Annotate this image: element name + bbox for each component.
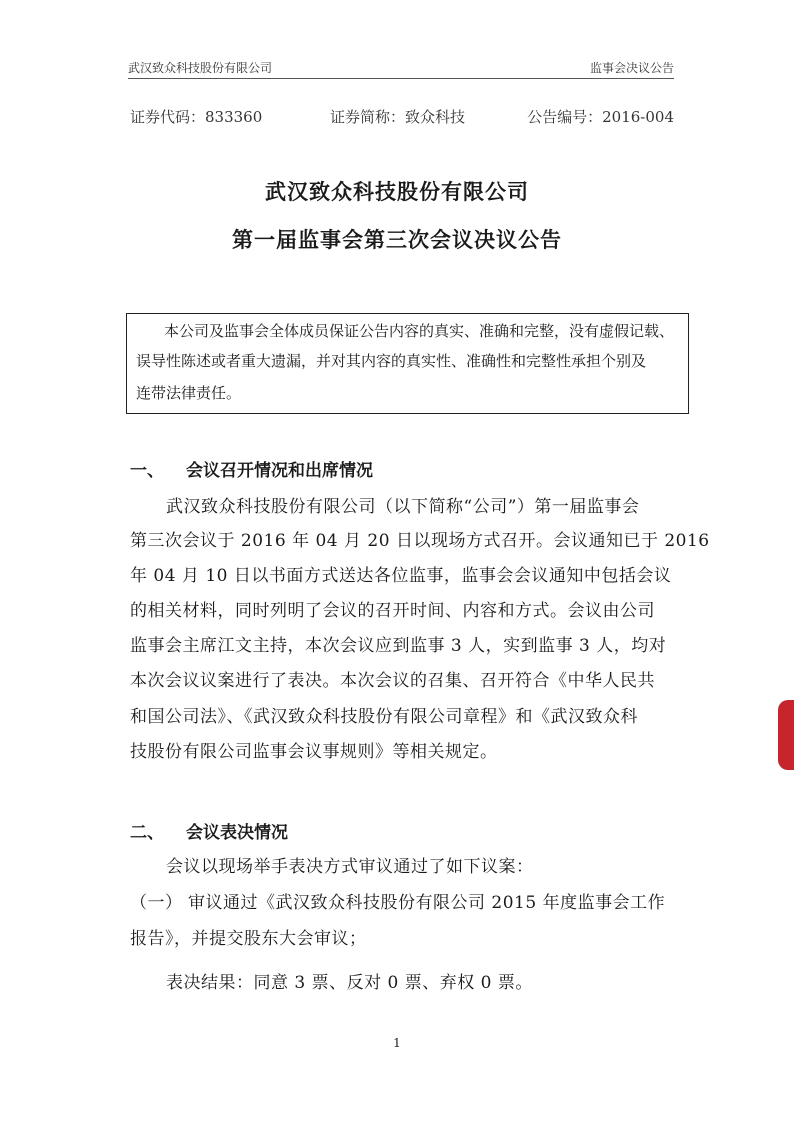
- section1-line: 监事会主席江文主持，本次会议应到监事 3 人，实到监事 3 人，均对: [130, 636, 667, 656]
- item1-line: 报告》，并提交股东大会审议；: [130, 929, 367, 949]
- vote-result: 表决结果：同意 3 票、反对 0 票、弃权 0 票。: [166, 973, 533, 993]
- title-announcement: 第一届监事会第三次会议决议公告: [232, 227, 562, 252]
- title-company: 武汉致众科技股份有限公司: [265, 179, 529, 204]
- section2-intro: 会议以现场举手表决方式审议通过了如下议案：: [166, 857, 534, 877]
- header-company: 武汉致众科技股份有限公司: [128, 61, 273, 75]
- security-short-name: 证券简称：致众科技: [330, 108, 466, 126]
- header-divider: [128, 78, 674, 79]
- section1-line: 和国公司法》、《武汉致众科技股份有限公司章程》和《武汉致众科: [130, 707, 638, 727]
- section1-line: 技股份有限公司监事会议事规则》等相关规定。: [130, 742, 498, 762]
- section1-title: 会议召开情况和出席情况: [186, 461, 373, 481]
- notice-number: 公告编号：2016-004: [527, 108, 674, 126]
- section1-line: 年 04 月 10 日以书面方式送达各位监事，监事会会议通知中包括会议: [130, 566, 672, 586]
- page-number: 1: [393, 1036, 401, 1050]
- item1-line: 审议通过《武汉致众科技股份有限公司 2015 年度监事会工作: [188, 893, 666, 913]
- disclaimer-line: 误导性陈述或者重大遗漏，并对其内容的真实性、准确性和完整性承担个别及: [136, 352, 647, 370]
- section2-title: 会议表决情况: [186, 823, 288, 843]
- security-code: 证券代码：833360: [130, 108, 263, 126]
- section1-line: 本次会议议案进行了表决。本次会议的召集、召开符合《中华人民共: [130, 671, 655, 691]
- edge-seal-mark: [778, 700, 794, 770]
- item1-number: （一）: [130, 893, 183, 913]
- disclaimer-line: 连带法律责任。: [136, 384, 242, 402]
- section1-line: 武汉致众科技股份有限公司（以下简称“公司”）第一届监事会: [166, 497, 640, 517]
- disclaimer-line: 本公司及监事会全体成员保证公告内容的真实、准确和完整，没有虚假记载、: [164, 322, 675, 340]
- section2-number: 二、: [130, 823, 164, 843]
- section1-line: 第三次会议于 2016 年 04 月 20 日以现场方式召开。会议通知已于 2016: [130, 531, 710, 551]
- section1-line: 的相关材料，同时列明了会议的召开时间、内容和方式。会议由公司: [130, 601, 655, 621]
- section1-number: 一、: [130, 461, 164, 481]
- header-doc-type: 监事会决议公告: [589, 61, 674, 75]
